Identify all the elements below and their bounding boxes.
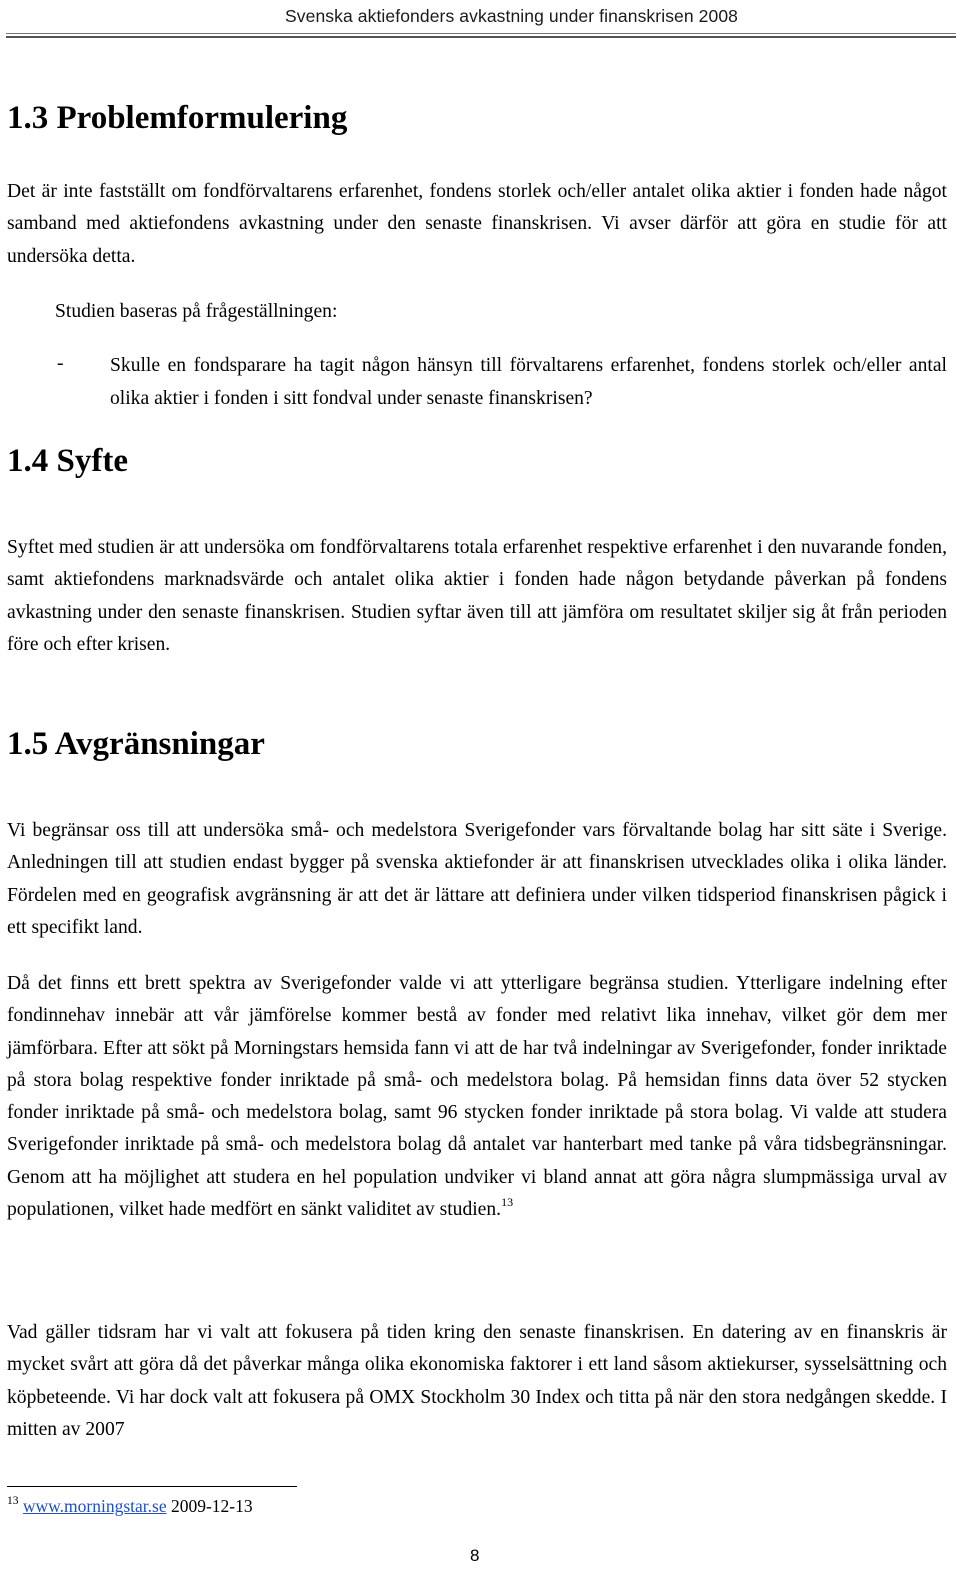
footnote-link[interactable]: www.morningstar.se [22, 1496, 167, 1516]
footnote-number: 13 [7, 1495, 19, 1507]
footnote-date: 2009-12-13 [166, 1496, 253, 1516]
delimitation-paragraph-2-text: Då det finns ett brett spektra av Sverigefonder valde vi att ytterligare begränsa studien. Ytterligare indelning efter fondinnehav innebär att vår jämförelse kommer bestå av fonder med relativt lika innehav, vilket gör dem mer jämförbara. Efter att sökt på Morningstars hemsida fann vi att de har två indelningar av Sverigefonder, fonder inriktade på stora bolag respektive fonder inriktade på små- och medelstora bolag. På hemsidan finns data över 52 stycken fonder inriktade på små- och medelstora bolag, samt 96 stycken fonder inriktade på stora bolag. Vi valde att studera Sverigefonder inriktade på små- och medelstora bolag då antalet var hanterbart med tanke på våra tidsbegränsningar. Genom att ha möjlighet att studera en hel population undviker vi bland annat att göra några slumpmässiga urval av populationen, vilket hade medfört en sänkt validitet av studien. [7, 973, 947, 1221]
header-rule [6, 33, 956, 34]
footnote [7, 1496, 253, 1517]
research-question: Skulle en fondsparare ha tagit någon hänsyn till förvaltarens erfarenhet, fondens storlek och/eller antal olika aktier i fonden i sitt fondval under senaste finanskrisen? [110, 355, 947, 409]
running-header-title: Svenska aktiefonders avkastning under finanskrisen 2008 [285, 6, 738, 26]
footnote-reference[interactable]: 13 [501, 1195, 514, 1210]
footnote-separator [7, 1486, 297, 1487]
section-heading-1-3: 1.3 Problemformulering [7, 100, 348, 136]
delimitation-paragraph-3: Vad gäller tidsram har vi valt att fokusera på tiden kring den senaste finanskrisen. En datering av en finanskris är mycket svårt att göra då det påverkar många olika ekonomiska faktorer i ett land såsom aktiekurser, sysselsättning och köpbeteende. Vi har dock valt att fokusera på OMX Stockholm 30 Index och titta på när den stora nedgången skedde. I mitten av 2007 [7, 1322, 947, 1440]
bullet-marker: - [57, 353, 64, 374]
section-heading-1-4: 1.4 Syfte [7, 443, 128, 479]
purpose-paragraph: Syftet med studien är att undersöka om fondförvaltarens totala erfarenhet respektive erfarenhet i den nuvarande fonden, samt aktiefondens marknadsvärde och antalet olika aktier i fonden hade någon betydande påverkan på fondens avkastning under den senaste finanskrisen. Studien syftar även till att jämföra om resultatet skiljer sig åt från perioden före och efter krisen. [7, 537, 947, 655]
page-number: 8 [470, 1546, 480, 1565]
question-intro: Studien baseras på frågeställningen: [55, 301, 338, 322]
delimitation-paragraph-2 [7, 968, 947, 1226]
section-heading-1-5: 1.5 Avgränsningar [7, 726, 265, 762]
header-rule-thick [6, 36, 956, 38]
problem-paragraph: Det är inte fastställt om fondförvaltarens erfarenhet, fondens storlek och/eller antalet olika aktier i fonden hade något samband med aktiefondens avkastning under den senaste finanskrisen. Vi avser därför att göra en studie för att undersöka detta. [7, 181, 947, 267]
delimitation-paragraph-1: Vi begränsar oss till att undersöka små- och medelstora Sverigefonder vars förvaltande bolag har sitt säte i Sverige. Anledningen till att studien endast bygger på svenska aktiefonder är att finanskrisen utvecklades olika i olika länder. Fördelen med en geografisk avgränsning är att det är lättare att definiera under vilken tidsperiod finanskrisen pågick i ett specifikt land. [7, 820, 947, 938]
